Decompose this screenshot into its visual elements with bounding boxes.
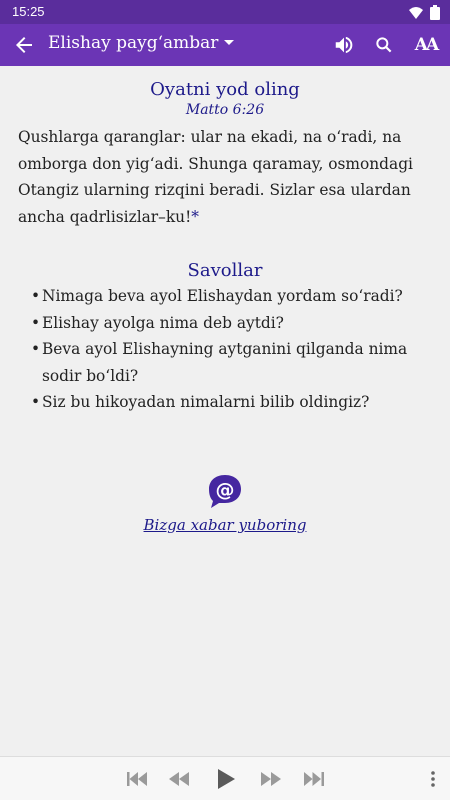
memory-verse-heading: Oyatni yod oling xyxy=(150,79,300,100)
skip-next-icon xyxy=(304,772,324,786)
contact-section xyxy=(0,473,450,534)
questions-heading: Savollar xyxy=(187,260,263,281)
verse-reference: Matto 6:26 xyxy=(185,102,265,118)
search-icon xyxy=(374,35,394,55)
back-arrow-icon[interactable] xyxy=(12,33,36,57)
book-selector[interactable] xyxy=(48,33,236,53)
contact-link[interactable]: Bizga xabar yuboring xyxy=(143,516,307,534)
skip-previous-button[interactable] xyxy=(126,768,148,790)
status-icons xyxy=(408,5,440,20)
wifi-icon xyxy=(408,6,424,20)
audio-button[interactable] xyxy=(332,33,356,57)
question-item: • Nimaga beva ayol Elishaydan yordam so‘radi? xyxy=(42,283,432,310)
questions-list xyxy=(18,283,432,416)
email-at-icon[interactable] xyxy=(207,473,243,509)
svg-text:@: @ xyxy=(215,479,235,501)
question-item: • Beva ayol Elishayning aytganini qilganda nima sodir bo‘ldi? xyxy=(42,336,432,389)
dropdown-icon xyxy=(222,36,236,50)
rewind-button[interactable] xyxy=(168,768,190,790)
content-area xyxy=(18,66,432,416)
search-button[interactable] xyxy=(372,33,396,57)
footnote-marker[interactable]: * xyxy=(191,207,199,226)
page-title: Elishay payg‘ambar xyxy=(48,33,219,53)
question-item: • Elishay ayolga nima deb aytdi? xyxy=(42,310,432,337)
skip-previous-icon xyxy=(127,772,147,786)
skip-next-button[interactable] xyxy=(303,768,325,790)
audio-controls-bar xyxy=(0,756,450,800)
fast-forward-icon xyxy=(261,772,281,786)
rewind-icon xyxy=(169,772,189,786)
text-size-icon: AA xyxy=(414,35,438,55)
memory-verse-text xyxy=(18,124,432,230)
play-button[interactable] xyxy=(215,768,237,790)
status-bar xyxy=(0,0,450,24)
speaker-icon xyxy=(333,34,355,56)
status-time: 15:25 xyxy=(12,4,45,19)
question-item: • Siz bu hikoyadan nimalarni bilib oldingiz? xyxy=(42,389,432,416)
fast-forward-button[interactable] xyxy=(260,768,282,790)
battery-icon xyxy=(430,5,440,20)
more-vert-icon xyxy=(431,771,435,787)
app-bar xyxy=(0,24,450,66)
verse-text: Qushlarga qaranglar: ular na ekadi, na o‘radi, na omborga don yig‘adi. Shunga qaramay, osmondagi Otangiz ularning rizqini beradi. Sizlar esa ulardan ancha qadrlisizlar–ku! xyxy=(18,128,413,226)
more-options-button[interactable] xyxy=(428,768,438,790)
text-size-button[interactable] xyxy=(414,33,438,57)
play-icon xyxy=(217,769,235,789)
